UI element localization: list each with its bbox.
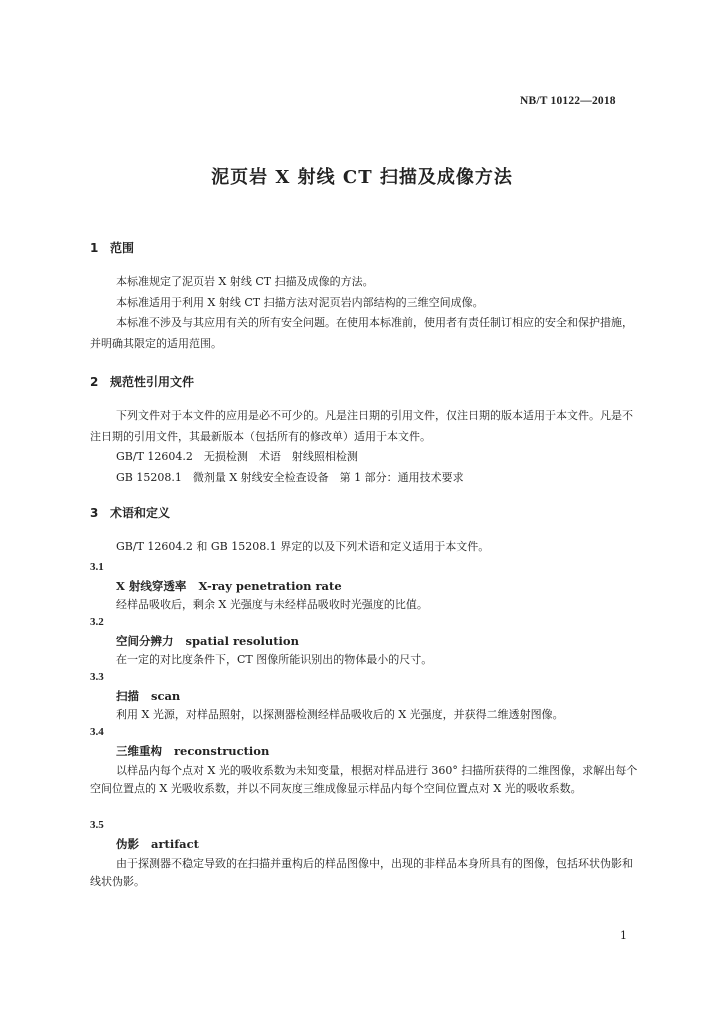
term-title	[116, 633, 299, 649]
term-title	[116, 578, 342, 594]
section-1-body	[90, 272, 640, 354]
reference-item: GB 15208.1 微剂量 X 射线安全检查设备 第 1 部分：通用技术要求	[116, 470, 464, 484]
term-zh: 三维重构	[116, 744, 162, 758]
term-title	[116, 836, 199, 852]
paragraph: 本标准不涉及与其应用有关的所有安全问题。在使用本标准前，使用者有责任制订相应的安全和保护措施，并明确其限定的适用范围。	[90, 316, 633, 350]
term-en: reconstruction	[174, 744, 270, 758]
definition-text: 以样品内每个点对 X 光的吸收系数为未知变量，根据对样品进行 360° 扫描所获得的二维图像，求解出每个空间位置点的 X 光吸收系数，并以不同灰度三维成像显示样品内每个空间位置点对 X 光的吸收系数。	[90, 764, 638, 795]
clause-number: 3.5	[90, 819, 104, 831]
section-number: 3	[90, 506, 99, 520]
reference-item: GB/T 12604.2 无损检测 术语 射线照相检测	[116, 450, 358, 463]
term-en: artifact	[151, 837, 199, 851]
section-1-heading	[90, 239, 134, 256]
section-title: 规范性引用文件	[110, 375, 195, 389]
paragraph: 下列文件对于本文件的应用是必不可少的。凡是注日期的引用文件，仅注日期的版本适用于本文件。凡是不注日期的引用文件，其最新版本（包括所有的修改单）适用于本文件。	[90, 409, 633, 443]
section-2-heading	[90, 373, 194, 390]
section-3-heading	[90, 504, 170, 521]
page-number: 1	[620, 929, 627, 942]
section-number: 1	[90, 241, 99, 255]
term-title	[116, 688, 180, 704]
definition-text: 在一定的对比度条件下，CT 图像所能识别出的物体最小的尺寸。	[116, 653, 433, 666]
section-number: 2	[90, 375, 99, 389]
paragraph: GB/T 12604.2 和 GB 15208.1 界定的以及下列术语和定义适用于本文件。	[116, 540, 490, 553]
term-en: spatial resolution	[185, 634, 299, 648]
paragraph: 本标准适用于利用 X 射线 CT 扫描方法对泥页岩内部结构的三维空间成像。	[116, 295, 484, 309]
page-title: 泥页岩 X 射线 CT 扫描及成像方法	[211, 167, 513, 188]
paragraph: 本标准规定了泥页岩 X 射线 CT 扫描及成像的方法。	[116, 275, 374, 288]
term-zh: 伪影	[116, 837, 139, 851]
term-zh: X 射线穿透率	[116, 579, 187, 593]
section-2-body	[90, 406, 640, 488]
standard-code: NB/T 10122—2018	[520, 95, 616, 107]
definition-text: 利用 X 光源，对样品照射，以探测器检测经样品吸收后的 X 光强度，并获得二维透射图像。	[116, 708, 564, 721]
clause-number: 3.3	[90, 671, 104, 683]
definition-text: 经样品吸收后，剩余 X 光强度与未经样品吸收时光强度的比值。	[116, 598, 428, 611]
term-zh: 空间分辨力	[116, 634, 174, 648]
term-definition	[90, 651, 640, 669]
section-title: 术语和定义	[110, 506, 171, 520]
section-3-intro	[90, 537, 640, 558]
clause-number: 3.1	[90, 561, 104, 573]
clause-number: 3.4	[90, 726, 104, 738]
section-title: 范围	[110, 241, 135, 255]
term-title	[116, 743, 269, 759]
clause-number: 3.2	[90, 616, 104, 628]
term-en: scan	[151, 689, 181, 703]
term-zh: 扫描	[116, 689, 139, 703]
term-definition	[90, 762, 640, 798]
term-en: X-ray penetration rate	[198, 579, 342, 593]
definition-text: 由于探测器不稳定导致的在扫描并重构后的样品图像中，出现的非样品本身所具有的图像，包括环状伪影和线状伪影。	[90, 857, 633, 888]
term-definition	[90, 596, 640, 614]
term-definition	[90, 706, 640, 724]
term-definition	[90, 855, 640, 891]
